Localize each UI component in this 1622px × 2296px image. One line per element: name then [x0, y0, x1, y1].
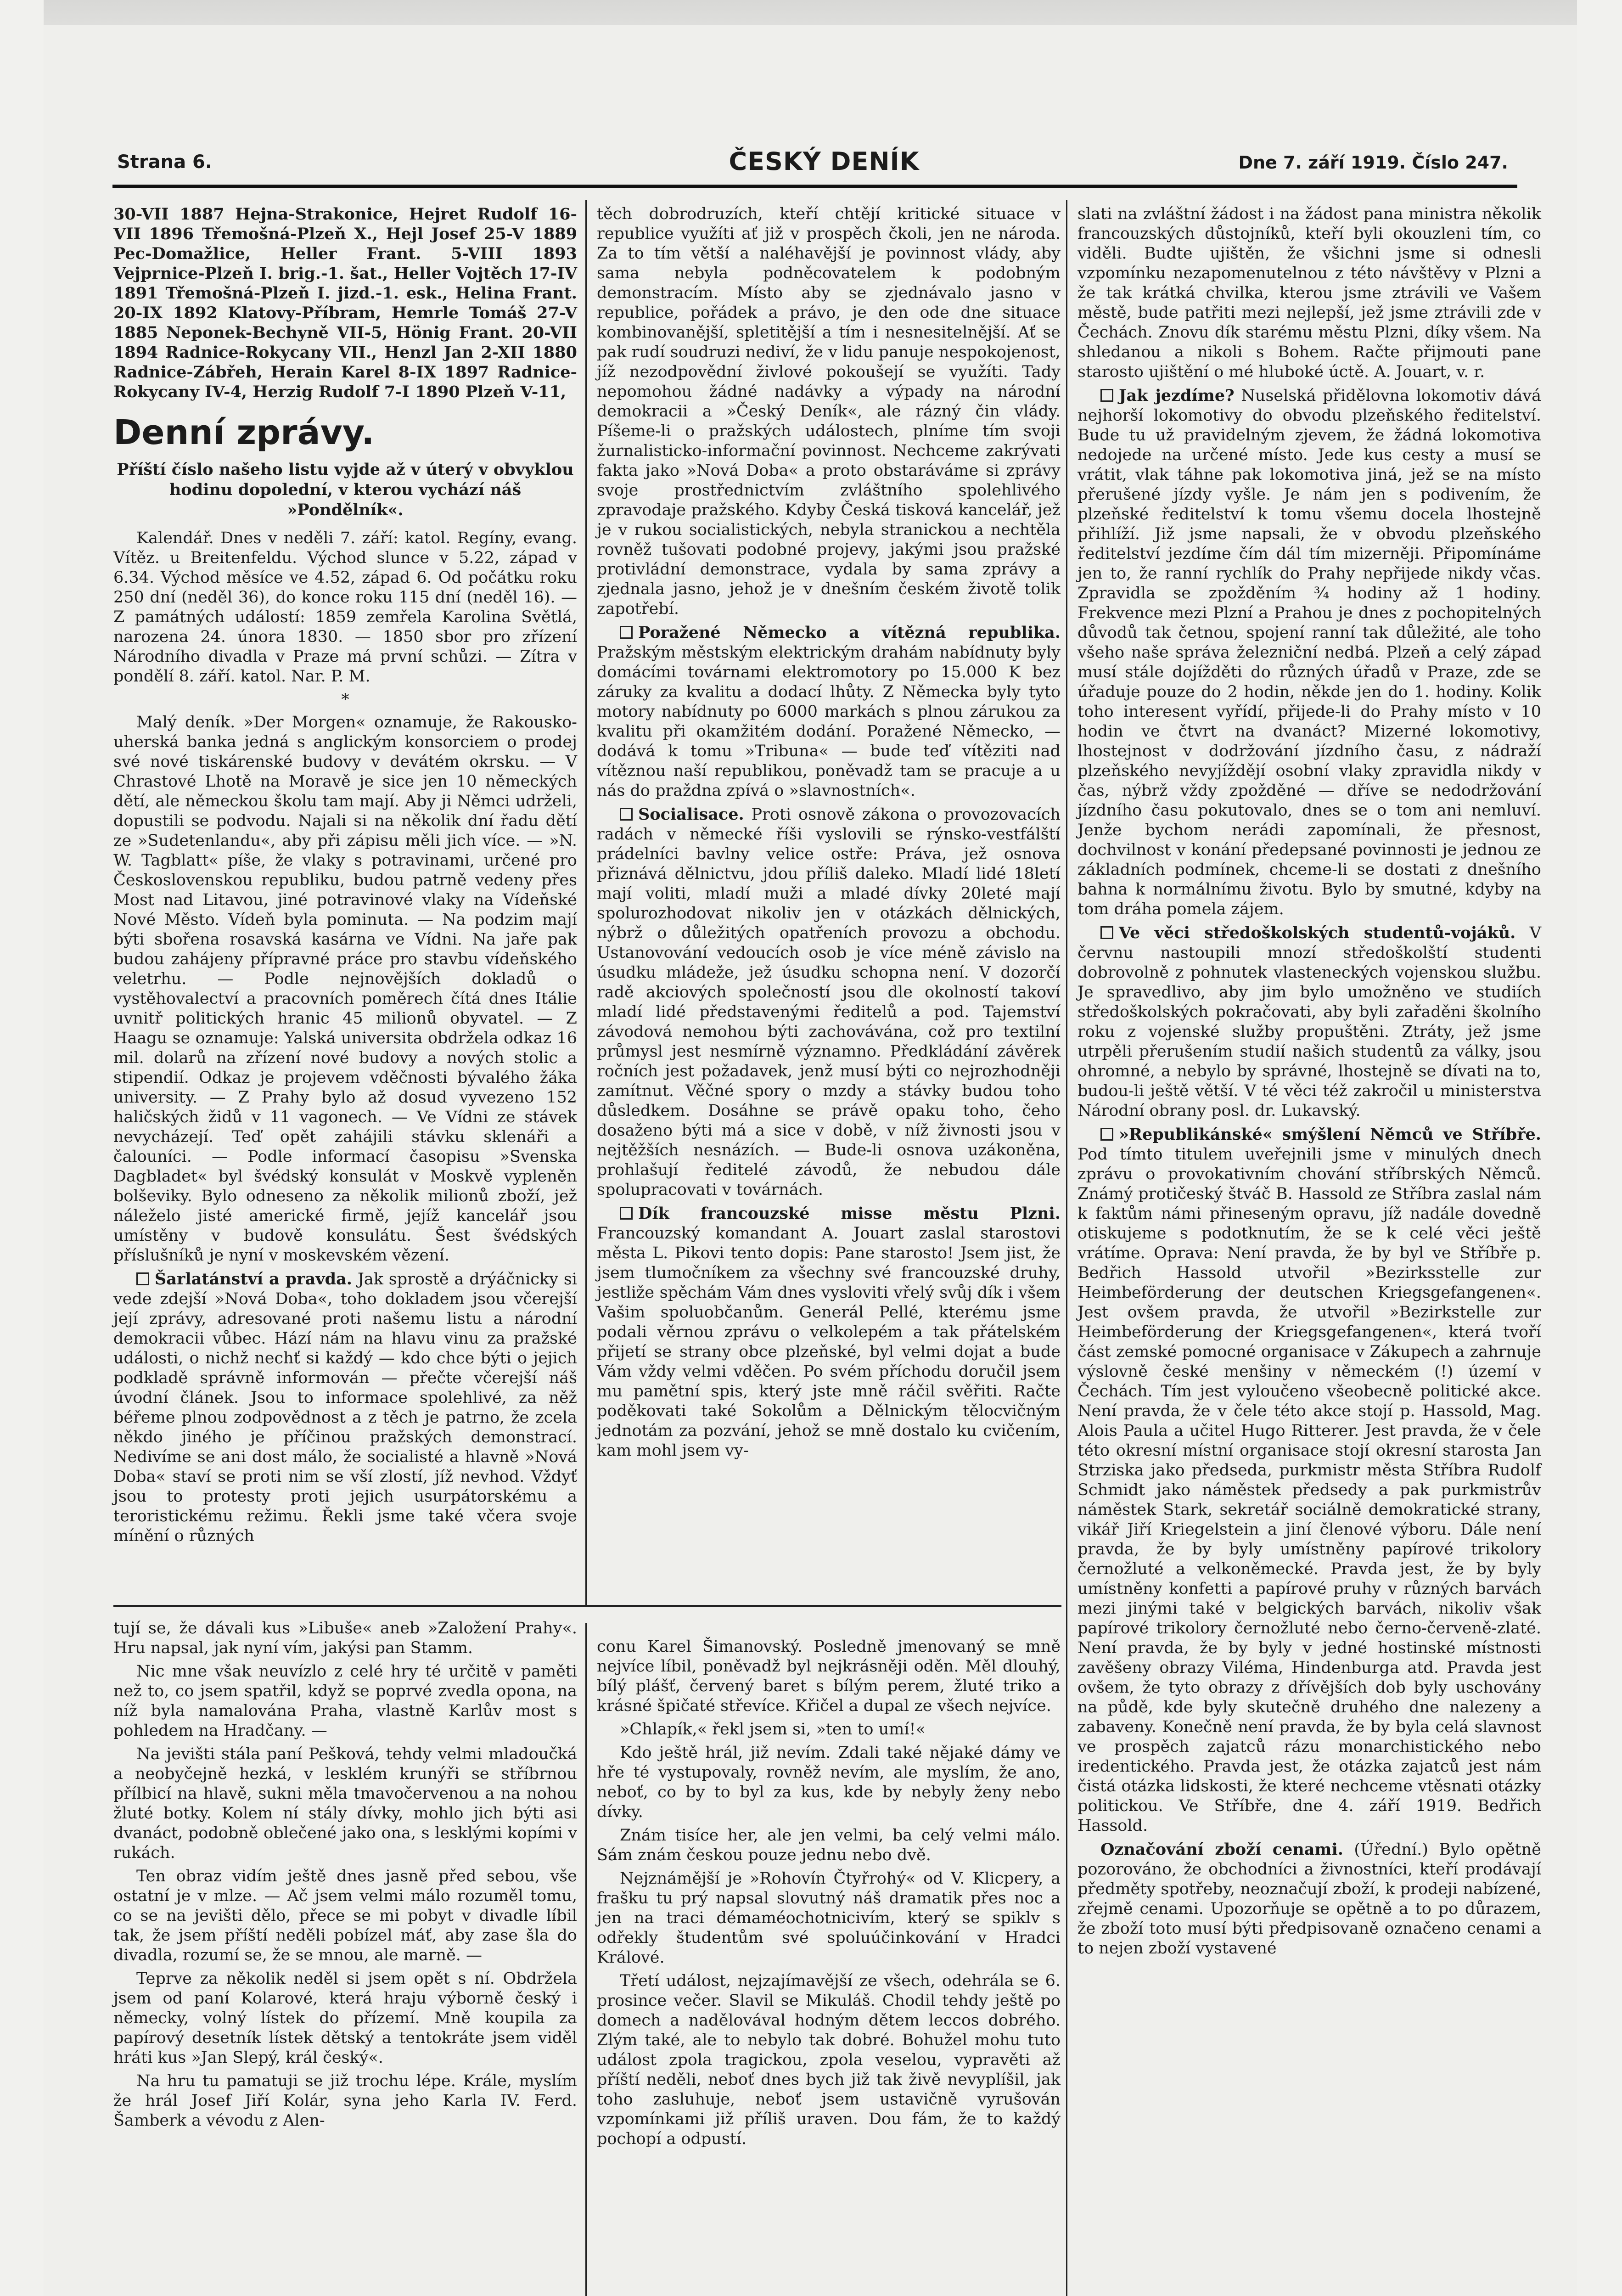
- article-body: Francouzský komandant A. Jouart zaslal starostovi města L. Pikovi tento dopis: Pane starosto! Jsem jist, že jsem tlumočníkem za všechny své francouzské druhy, jestliže spěchám Vám dnes vysloviti vřelý svůj dík i všem Vašim spoluobčanům. Generál Pellé, kterému jsme podali věrnou zprávu o velkolepém a tak přátelském přijetí se strany obce plzeňské, byl velmi dojat a bude Vám vždy velmi vděčen. Po svém příchodu doručil jsem mu pamětní spis, který jste mně ráčil svěřiti. Račte poděkovati také Sokolům a Dělnickým tělocvičným jednotám za pozvání, jehož se mně dostalo ku cvičením, kam mohl jsem vy-: [597, 1224, 1061, 1460]
- section-title: Denní zprávy.: [113, 413, 375, 452]
- article-body: (Úřední.) Bylo opětně pozorováno, že obchodníci a živnostníci, kteří prodávají předměty spotřeby, neoznačují zboží, k prodeji nabízené, zřejmě cenami. Upozorňuje se opětně a to po důrazem, že zboží toto musí býti předpisovaně označeno cenami a to nejen zboží vystavené: [1078, 1840, 1541, 1958]
- article-continuation: slati na zvláštní žádost i na žádost pana ministra několik francouzských důstojníků, kteří byli okouzleni tím, co viděli. Budte ujištěn, že všichni jsme si odnesli vzpomínku nezapomenutelnou z této návštěvy v Plzni a že tak krátká chvilka, kterou jsme ztrávili ve Vašem městě, bude patřiti mezi nejlepší, jež jsme ztrávili zde v Čechách. Znovu dík starému městu Plzni, díky všem. Na shledanou a nikoli s Bohem. Račte přijmouti pane starosto ujištění o mé hluboké úctě. A. Jouart, v. r.: [1078, 205, 1541, 381]
- article-heading: Šarlatánství a pravda.: [155, 1270, 352, 1289]
- square-bullet-icon: [1100, 389, 1113, 402]
- article-republikanske: [1078, 1125, 1541, 1836]
- article-heading: Označování zboží cenami.: [1100, 1840, 1343, 1859]
- article-body: Proti osnově zákona o provozovacích radách v německé říši vyslovili se rýnsko-vestfálští prádelníci bavlny velice ostře: Práva, jež osnova přiznává dělnictvu, jdou příliš daleko. Mladí lidé 18letí mají voliti, mladí muži a mladé dívky 20leté mají spolurozhodovat nikoliv jen v otázkách dělnických, nýbrž o důležitých opatřeních provozu a obchodu. Ustanovování vedoucích osob je více méně závislo na úsudku mládeže, jež úsudku schopna není. V dozorčí radě akciových společností jsou dle okolností takoví mladí lidé představenými ředitelů a pod. Tajemství závodová nemohou býti zachovávána, což pro textilní průmysl jest nesmírně významno. Předkládání závěrek ročních jest požadavek, jenž musí býti co nejrozhodněji zamítnut. Věčné spory o mzdy a stávky budou toho důsledkem. Dosáhne se právě opaku toho, čeho dosaženo býti má a sice v době, v níž živnosti jsou v nejtěžších nesnázích. — Bude-li osnova uzákoněna, prohlašují ředitelé závodů, že nebudou dále spolupracovati v továrnách.: [597, 805, 1061, 1199]
- square-bullet-icon: [620, 1207, 633, 1220]
- article-body: Nuselská přidělovna lokomotiv dává nejhorší lokomotivy do obvodu plzeňského ředitelství. Bude tu už pravidelným zjevem, že žádná lokomotiva nedojede na určené místo. Jede kus cesty a musí se vrátit, vlak táhne pak lokomotiva jiná, jež se na místo přerušené jízdy vyšle. Je nám jen s podivením, že plzeňské ředitelství k tomu všemu docela lhostejně přihlíží. Již jsme napsali, že v obvodu plzeňského ředitelství jezdíme čím dál tím mizerněji. Připomínáme jen to, že ranní rychlík do Prahy nepřijede nikdy včas. Zpravidla se zpožděním ¾ hodiny až 1 hodiny. Frekvence mezi Plzní a Prahou je dnes z pochopitelných důvodů tak četnou, spojení ranní tak důležité, ale toho všeho naše správa železniční nedbá. Plzeň a celý západ musí stále dojížděti do různých úřadů v Praze, zde se úřaduje pouze do 2 hodin, někde jen do 1. hodiny. Kolik toho interesent vyřídí, přijede-li do Prahy místo v 10 hodin ve čtvrt na dvanáct? Mizerné lokomotivy, lhostejnost v dodržování jízdního času, z nádraží plzeňského nevyjíždějí osobní vlaky zpravidla nikdy v čas, nýbrž vždy zpožděné — dříve se nedodržování jízdního času pokutovalo, dnes se o tom ani nemluví. Jenže bychom nerádi zapomínali, že přesnost, dochvilnost v konání předepsané povinnosti je jednou ze základních podmínek, chceme-li se dostati z dnešního bahna k normálnímu životu. Bylo by smutné, kdyby na tom dráha pomela zájem.: [1078, 387, 1541, 918]
- article-heading: Poražené Německo a vítězná republika.: [638, 623, 1061, 642]
- square-bullet-icon: [620, 626, 633, 639]
- feuilleton-column-1: [113, 1619, 577, 2296]
- article-jezdime: [1078, 386, 1541, 919]
- square-bullet-icon: [1100, 926, 1113, 939]
- article-body: V červnu nastoupili mnozí středoškolští studenti dobrovolně z pohnutek vlasteneckých vojenskou službu. Je spravedlivo, aby jim bylo umožněno ve studiích středoškolských pokračovati, aby byli zařaděni školního roku z vojenské služby propuštěni. Ztráty, jež jsme utrpěli přerušením studií našich studentů za války, jsou ohromné, a nebylo by správné, lhostejně se dívati na to, budou-li ještě větší. V té věci též zakročil u ministerstva Národní obrany posl. dr. Lukavský.: [1078, 924, 1541, 1120]
- column-3: [1078, 204, 1541, 2296]
- page-header: [44, 142, 1577, 184]
- article-body: Pražským městským elektrickým drahám nabídnuty byly domácími továrnami elektromotory po 15.000 K bez záruky za kvalitu a dodací lhůty. Z Německa byly tyto motory nabídnuty po 6000 markách s plnou zárukou za kvalitu při okamžitém dodání. Poražené Německo, — dodává k tomu »Tribuna« — bude teď vítěziti nad vítěznou naší republikou, poněvadž tam se pracuje a u nás do praždna zpívá o »slavnostních«.: [597, 643, 1061, 800]
- feuilleton-paragraph: Kdo ještě hrál, již nevím. Zdali také nějaké dámy ve hře té vystupovaly, rovněž nevím, ale myslím, že ano, neboť, co by to byl za kus, kde by nebyly ženy nebo dívky.: [597, 1744, 1061, 1821]
- article-socialisace: [597, 805, 1061, 1200]
- article-heading: Dík francouzské misse městu Plzni.: [638, 1204, 1061, 1223]
- newspaper-page: [44, 25, 1577, 2296]
- article-heading: Ve věci středoškolských studentů-vojáků.: [1119, 923, 1516, 942]
- calendar-paragraph: Kalendář. Dnes v neděli 7. září: katol. Regíny, evang. Vítěz. u Breitenfeldu. Východ slunce v 5.22, západ v 6.34. Východ měsíce ve 4.52, západ 6. Od počátku roku 250 dní (neděl 36), do konce roku 115 dní (neděl 16). — Z památných událostí: 1859 zemřela Karolina Světlá, narozena 24. února 1830. — 1850 sbor pro zřízení Národního divadla v Praze má první schůzi. — Zítra v pondělí 8. září. katol. Nar. P. M.: [113, 529, 577, 686]
- square-bullet-icon: [136, 1272, 149, 1285]
- article-body: Jak sprostě a drýáčnicky si vede zdejší »Nová Doba«, toho dokladem jsou včerejší její zprávy, adresované proti našemu listu a národní demokracii vůbec. Hází nám na hlavu vinu za pražské události, o nichž nechť si každý — kdo chce býti o jejich podkladě správně informován — přečte včerejší náš úvodní článek. Jsou to informace spolehlivé, za něž béřeme plnou zodpovědnost a z těch je patrno, že zcela někdo jiného je příčinou pražských demonstrací. Nedivíme se ani dost málo, že socialisté a hlavně »Nová Doba« staví se proti nim se vší zlostí, jíž nevhod. Vždyť jsou to protesty proti jejich usurpátorskému a teroristickému režimu. Řekli jsme také včera svoje mínění o různých: [113, 1270, 577, 1545]
- article-body: Pod tímto titulem uveřejnili jsme v minulých dnech zprávu o provokativním chování stříbrských Němců. Známý protičeský štváč B. Hassold ze Stříbra zaslal nám k faktům námi přineseným opravu, jíž nadále dovedně otiskujeme s podotknutím, že se k celé věci ještě vrátíme. Oprava: Není pravda, že by byl ve Stříbře p. Bedřich Hassold utvořil »Bezirksstelle zur Heimbeförderung der deutschen Kriegsgefangenen«. Jest ovšem pravda, že utvořil »Bezirkstelle zur Heimbeförderung der Kriegsgefangenen«, která tvoří část zemské pomocné organisace v Zákupech a zahrnuje výslovně české menšiny v německém (!) území v Čechách. Tím jest vyloučeno všeobecně politické akce. Není pravda, že v čele této akce stojí p. Hassold, Mag. Alois Paula a učitel Hugo Ritterer. Jest pravda, že v čele této okresní místní organisace stojí okresní starosta Jan Strziska jako předseda, purkmistr města Stříbra Rudolf Schmidt jako náměstek předsedy a pak purkmistrův náměstek Stark, sekretář sociálně demokratické strany, vikář Jiří Kriegelstein a jiní členové výboru. Dále není pravda, že by byly umístněny papírové trikolory černožluté a velkoněmecké. Pravda jest, že by byly umístněny konfetti a papírové pruhy v různých barvách mezi jinými také v belgických barvách, nikoliv však papírové trikolory černožluté nebo černo-červeně-zlaté. Není pravda, že by byly v jedné hostinské místnosti zavěšeny obrazy Viléma, Hindenburga atd. Pravda jest ovšem, že tyto obrazy z dřívějších dob byly uschovány na půdě, kde byly skutečně druhého dne nalezeny a zabaveny. Konečně není pravda, že by byla celá slavnost ve prospěch zajatců rázu monarchistického nebo iredentického. Pravda jest, že otázka zajatců jest nám čistá otázka lidskosti, že které nechceme vtěsnati otázky politickou. Ve Stříbře, dne 4. září 1919. Bedřich Hassold.: [1078, 1145, 1541, 1835]
- maly-denik-paragraph: Malý deník. »Der Morgen« oznamuje, že Rakousko-uherská banka jedná s anglickým konsorciem o prodej své nové tiskárenské budovy v devátém okrsku. — V Chrastové Lhotě na Moravě je sice jen 10 německých dětí, ale německou školu tam mají. Aby ji Němci udrželi, dopustili se podvodu. Najali si na několik dní řadu dětí ze »Sudetenlandu«, aby při zápisu měli jich více. — »N. W. Tagblatt« píše, že vlaky s potravinami, určené pro Československou republiku, budou patrně vedeny přes Most nad Litavou, jiné potravinové vlaky na Vídeňské Nové Město. Vídeň byla pominuta. — Na podzim mají býti sbořena rosavská kasárna ve Vídni. Na jaře pak budou zahájeny přípravné práce pro stavbu vídeňského veletrhu. — Podle nejnovějších dokladů o vystěhovalectví a pracovních poměrech čítá dnes Itálie uvnitř politických hranic 45 milionů obyvatel. — Z Haagu se oznamuje: Yalská universita obdržela odkaz 16 mil. dolarů na zřízení nové budovy a nových stolic a stipendií. Odkaz je projevem vděčnosti bývalého žáka university. — Z Prahy bylo až dosud vyvezeno 152 haličských židů v 11 vagonech. — Ve Vídni ze stávek nevycházejí. Teď opět zahájili stávku sklenáři a čalouníci. — Podle informací časopisu »Svenska Dagbladet« byl švédský konsulát v Moskvě vypleněn bolševiky. Bylo odneseno za několik milionů zboží, jež náleželo jisté americké firmě, jejíž kancelář jsou umístěny v budově konsulátu. Šest švédských příslušníků je nyní v moskevském vězení.: [113, 713, 577, 1265]
- feuilleton-paragraph: Nejznámější je »Rohovín Čtyřrohý« od V. Klicpery, a frašku tu prý napsal slovutný náš dramatik přes noc a jen na traci démaméochotnicivím, který se spiklv s odřekly študentům své spoluúčinkování v Hradci Králové.: [597, 1869, 1061, 1967]
- article-continuation: těch dobrodruzích, kteří chtějí kritické situace v republice využíti ať již v prospěch čkoli, jen ne národa. Za to tím větší a naléhavější je povinnost vlády, aby sama nebyla podněcovatelem k podobným demonstracím. Místo aby se zjednávalo jasno v republice, pořádek a právo, je den ode dne situace kombinovanější, spletitější a tím i nesnesitelnější. Ať se pak rudí soudruzi nediví, že v lidu panuje nespokojenost, jíž nezodpovědní živlové pokoušejí se využíti. Tady nepomohou žádné nadávky a výpady na národní demokracii a »Český Deník«, ale rázný čin vlády. Píšeme-li o pražských událostech, plníme tím svoji žurnalisticko-informační povinnost. Nechceme zakrývati fakta jako »Nová Doba« a proto obstaráváme si zprávy svoje prostřednictvím zvláštního spolehlivého zpravodaje pražského. Kdyby Česká tisková kancelář, jež je v rukou socialistických, nebyla stranickou a nechtěla rovněž tušovati podobné projevy, jakými jsou pražské protivládní demonstrace, vydala by sama zprávy a zjednala jasno, jehož je v dnešním českém životě tolik zapotřebí.: [597, 205, 1061, 618]
- separator-star: *: [341, 691, 349, 709]
- list-of-names: 30-VII 1887 Hejna-Strakonice, Hejret Rudolf 16-VII 1896 Třemošná-Plzeň X., Hejl Josef 25-V 1889 Pec-Domažlice, Heller Frant. 5-VIII 1893 Vejprnice-Plzeň I. brig.-1. šat., Heller Vojtěch 17-IV 1891 Třemošná-Plzeň I. jizd.-1. esk., Helina Frant. 20-IX 1892 Klatovy-Příbram, Hemrle Tomáš 27-V 1885 Neponek-Bechyně VII-5, Hönig Frant. 20-VII 1894 Radnice-Rokycany VII., Henzl Jan 2-XII 1880 Radnice-Zábřeh, Herain Karel 8-IX 1897 Radnice-Rokycany IV-4, Herzig Rudolf 7-I 1890 Plzeň V-11,: [113, 205, 577, 401]
- square-bullet-icon: [1100, 1128, 1113, 1141]
- column-1: [113, 204, 577, 1596]
- column-rule: [1066, 200, 1067, 2296]
- article-heading: »Republikánské« smýšlení Němců ve Stříbře.: [1119, 1125, 1541, 1144]
- article-studentu: [1078, 923, 1541, 1121]
- square-bullet-icon: [620, 808, 633, 821]
- article-heading: Jak jezdíme?: [1119, 386, 1235, 405]
- feuilleton-paragraph: Na jevišti stála paní Pešková, tehdy velmi mladoučká a neobyčejně hezká, v lesklém krunýři se stříbrnou přílbicí na hlavě, sukni měla tmavočervenou a na nohou žluté botky. Kolem ní stály dívky, mohlo jich býti asi dvanáct, podobně oblečené jako ona, s lesklými kopími v rukách.: [113, 1745, 577, 1862]
- date-issue: Dne 7. září 1919. Číslo 247.: [1238, 152, 1508, 173]
- column-rule: [585, 1623, 587, 2296]
- feuilleton-paragraph: Na hru tu pamatuji se již trochu lépe. Krále, myslím že hrál Josef Jiří Kolár, syna jeho Karla IV. Ferd. Šamberk a vévodu z Alen-: [113, 2072, 577, 2130]
- header-rule: [112, 185, 1517, 188]
- column-rule: [585, 200, 587, 1605]
- feuilleton-rule: [113, 1605, 1061, 1607]
- article-oznacovani: [1078, 1840, 1541, 1958]
- feuilleton-paragraph: Teprve za několik neděl si jsem opět s ní. Obdržela jsem od paní Kolarové, která hraju výborně český i německy, volný lístek do přízemí. Mně koupila za papírový desetník lístek dětský a tentokráte jsem viděl hráti kus »Jan Slepý, král český«.: [113, 1970, 577, 2067]
- feuilleton-column-2: [597, 1637, 1061, 2296]
- feuilleton-paragraph: Ten obraz vidím ještě dnes jasně před sebou, vše ostatní je v mlze. — Ač jsem velmi málo rozuměl tomu, co se na jevišti dělo, přece se mi pobyt v divadle líbil tak, že jsem příští neděli pobízel máť, aby zase šla do divadla, rozumí se, že se mnou, ale marně. —: [113, 1867, 577, 1964]
- feuilleton-paragraph: tují se, že dávali kus »Libuše« aneb »Založení Prahy«. Hru napsal, jak nyní vím, jakýsi pan Stamm.: [113, 1619, 577, 1657]
- page-number: Strana 6.: [117, 152, 213, 173]
- feuilleton-paragraph: Třetí událost, nejzajímavější ze všech, odehrála se 6. prosince večer. Slavil se Mikuláš. Chodil tehdy ještě po domech a nadělovával hodným dětem leccos dobrého. Zlým také, ale to nebylo tak dobré. Bohužel mohu tuto událost zpola tragickou, zpola veselou, vypravěti až příští neděli, neboť dnes bych již tak živě nevyplíšil, jak toho zasluhuje, neboť jsem ustavičně vyrušován vzpomínkami již příliš uraven. Dou fám, že to každý pochopí a odpustí.: [597, 1972, 1061, 2148]
- feuilleton-paragraph: Znám tisíce her, ale jen velmi, ba celý velmi málo. Sám znám českou pouze jednu nebo dvě.: [597, 1826, 1061, 1864]
- article-porazene: [597, 623, 1061, 801]
- article-sarlatanstvi: [113, 1269, 577, 1546]
- article-francouzske: [597, 1204, 1061, 1461]
- feuilleton-paragraph: Nic mne však neuvízlo z celé hry té určitě v paměti než to, co jsem spatřil, když se poprvé zvedla opona, na níž byla namalována Praha, vlastně Karlův most s pohledem na Hradčany. —: [113, 1662, 577, 1740]
- notice: Příští číslo našeho listu vyjde až v úterý v obvyklou hodinu dopolední, v kterou vychází náš »Pondělník«.: [117, 460, 574, 519]
- feuilleton-paragraph: conu Karel Šimanovský. Posledně jmenovaný se mně nejvíce líbil, poněvadž byl nejkrásněji oděn. Měl dlouhý, bílý plášť, červený baret s bílým perem, žluté triko a krásné špičaté střevíce. Křičel a dupal ze všech nejvíce.: [597, 1638, 1061, 1715]
- column-2: [597, 204, 1061, 1605]
- feuilleton-paragraph: »Chlapík,« řekl jsem si, »ten to umí!«: [620, 1720, 926, 1739]
- article-heading: Socialisace.: [638, 805, 744, 824]
- masthead: ČESKÝ DENÍK: [729, 147, 920, 176]
